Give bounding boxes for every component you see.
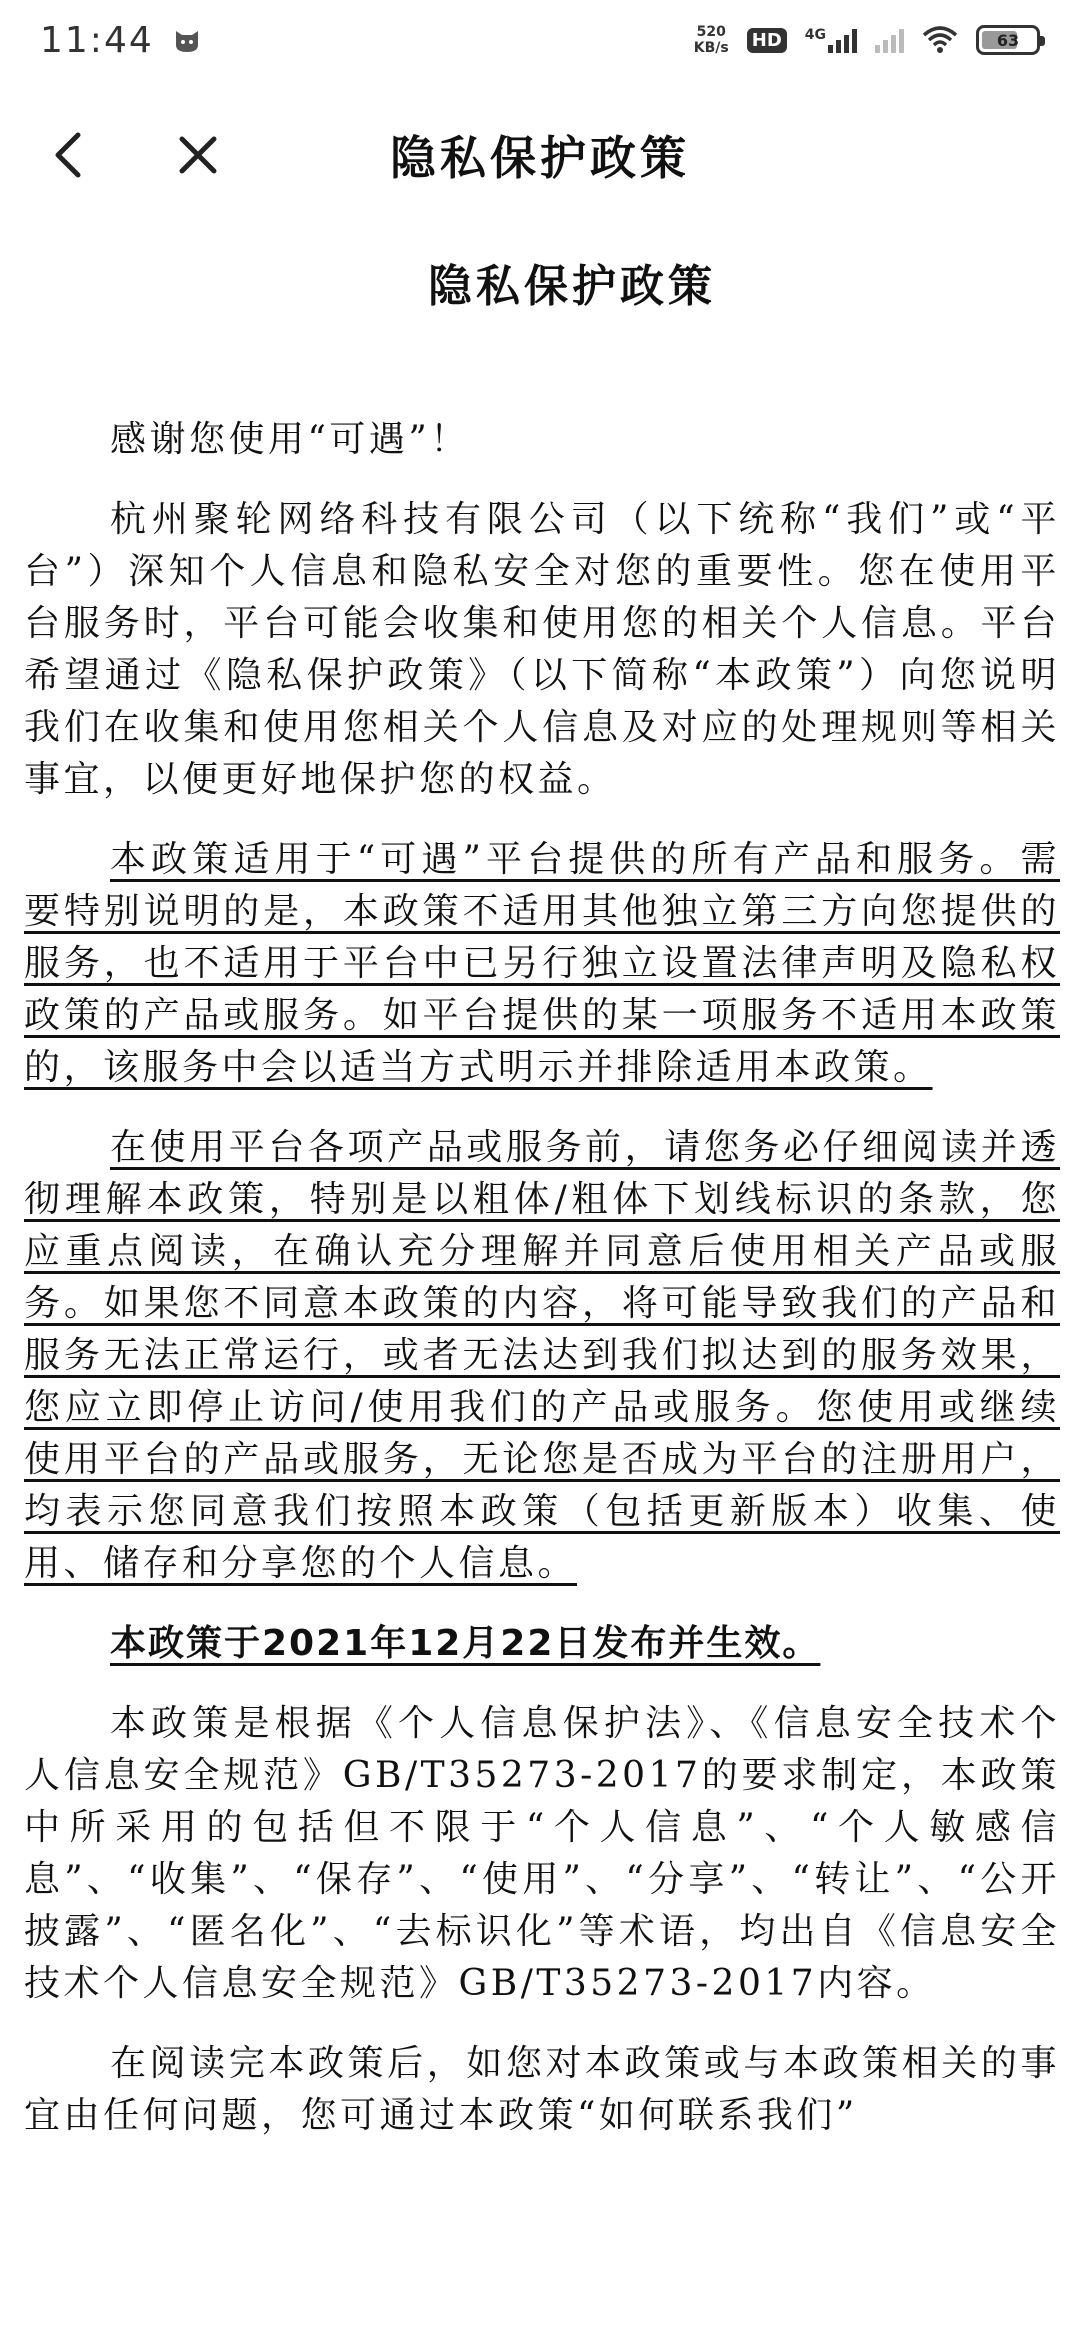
read-carefully-paragraph: 在使用平台各项产品或服务前，请您务必仔细阅读并透彻理解本政策，特别是以粗体/粗体下划线标识的条款，您应重点阅读，在确认充分理解并同意后使用相关产品或服务。如果您不同意本政策的内容，将可能导致我们的产品和服务无法正常运行，或者无法达到我们拟达到的服务效果，您应立即停止访问/使用我们的产品或服务。您使用或继续使用平台的产品或服务，无论您是否成为平台的注册用户，均表示您同意我们按照本政策（包括更新版本）收集、使用、储存和分享您的个人信息。 <box>24 1127 1060 1584</box>
status-bar <box>0 0 1080 80</box>
network-type-label: 4G <box>804 27 826 43</box>
close-button[interactable] <box>158 115 238 195</box>
effective-date-paragraph <box>24 1618 1060 1670</box>
policy-content[interactable] <box>24 230 1060 2170</box>
battery-icon <box>976 25 1040 55</box>
signal-strength-icon <box>828 27 857 53</box>
chevron-left-icon <box>48 130 88 180</box>
navigation-bar <box>0 90 1080 220</box>
network-speed <box>694 24 729 56</box>
status-right <box>694 24 1040 56</box>
app-notification-icon <box>172 25 202 55</box>
greeting-paragraph: 感谢您使用“可遇”！ <box>110 419 470 460</box>
back-button[interactable] <box>28 115 108 195</box>
scope-paragraph: 本政策适用于“可遇”平台提供的所有产品和服务。需要特别说明的是，本政策不适用其他独立第三方向您提供的服务，也不适用于平台中已另行独立设置法律声明及隐私权政策的产品或服务。如平台提供的某一项服务不适用本政策的，该服务中会以适当方式明示并排除适用本政策。 <box>24 839 1060 1088</box>
wifi-icon <box>922 25 958 55</box>
effective-date-text: 本政策于2021年12月22日发布并生效。 <box>110 1623 821 1664</box>
hd-voice-badge: HD <box>747 28 787 53</box>
contact-paragraph: 在阅读完本政策后，如您对本政策或与本政策相关的事宜由任何问题，您可通过本政策“如何联系我们” <box>24 2043 1060 2136</box>
intro-paragraph: 杭州聚轮网络科技有限公司（以下统称“我们”或“平台”）深知个人信息和隐私安全对您的重要性。您在使用平台服务时，平台可能会收集和使用您的相关个人信息。平台希望通过《隐私保护政策》（以下简称“本政策”）向您说明我们在收集和使用您相关个人信息及对应的处理规则等相关事宜，以便更好地保护您的权益。 <box>24 499 1060 800</box>
network-speed-value: 520 <box>696 24 726 40</box>
status-time: 11:44 <box>40 19 154 61</box>
legal-basis-paragraph: 本政策是根据《个人信息保护法》、《信息安全技术个人信息安全规范》GB/T35273-2017的要求制定，本政策中所采用的包括但不限于“个人信息”、“个人敏感信息”、“收集”、“保存”、“使用”、“分享”、“转让”、“公开披露”、“匿名化”、“去标识化”等术语，均出自《信息安全技术个人信息安全规范》GB/T35273-2017内容。 <box>24 1703 1060 2004</box>
document-heading: 隐私保护政策 <box>428 261 716 312</box>
battery-level: 63 <box>996 30 1020 50</box>
network-speed-unit: KB/s <box>693 40 729 56</box>
close-icon <box>176 133 220 177</box>
page-title: 隐私保护政策 <box>390 131 690 185</box>
signal-sim2-icon <box>875 27 904 53</box>
status-left <box>40 20 202 61</box>
